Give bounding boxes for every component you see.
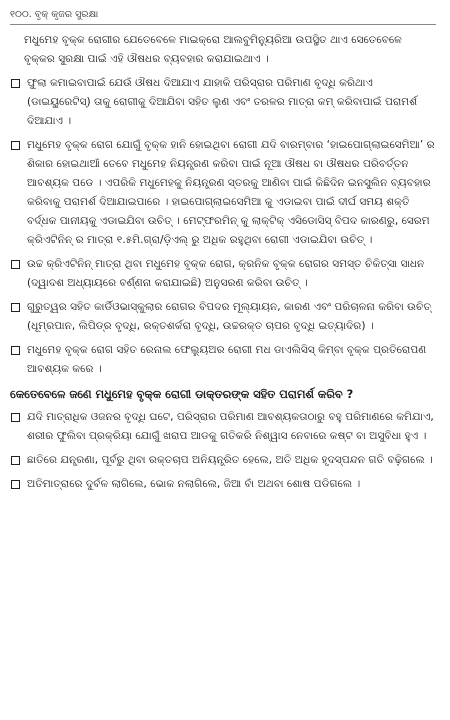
list-item-text: ଗୁରୁତ୍ୱର ସହିତ କାର୍ଡିଓଭାସ୍କୁଲାର ରୋଗର ବିପଦର ମୂଲ୍ୟାୟନ, କାରଣ ଏବଂ ପରିଚାଳନା କରିବା ଉଚିତ୍ (ଧୂମ୍ରପାନ, ଲିପିଡ୍‌ର ବୃଦ୍ଧି, ରକ୍ତଶର୍କରା ବୃଦ୍ଧି, ଉଚ୍ଚରକ୍ତ ଚାପର ବୃଦ୍ଧି ଇତ୍ୟାଦିର) । [27, 301, 432, 332]
list-item [10, 74, 436, 131]
list-item [10, 298, 436, 336]
list-item [10, 408, 436, 446]
section-heading: କେତେବେଳେ ଜଣେ ମଧୁମେହ ବୃକ୍କ ରୋଗୀ ଡାକ୍ତରଙ୍କ ସହିତ ପରାମର୍ଶ କରିବ ? [10, 387, 354, 401]
consult-list [10, 408, 436, 494]
list-item [10, 255, 436, 293]
list-item-text: ମଧୁମେହ ବୃକ୍କ ରୋଗ ଯୋଗୁଁ ବୃକ୍କ ହାନି ହୋଇଥିବା ରୋଗୀ ଯଦି ବାରମ୍ବାର ‘ହାଇପୋଗ୍ଲାଇସେମିଆ’ ର ଶିକାର ହୋଇଥାଆଁ ତେବେ ମଧୁମେହ ନିୟନ୍ତ୍ରଣ କରିବା ପାଇଁ ନୂଆ ଔଷଧ ବା ଔଷଧର ପରିବର୍ତ୍ତନ ଆବଶ୍ୟକ ପଡେ । ଏପରିକି ମଧୁମେହକୁ ନିୟନ୍ତ୍ରଣ ସ୍ତରକୁ ଆଣିବା ପାଇଁ କିଛିଦିନ ଇନସୁଲିନ ବ୍ୟବହାର କରିବାକୁ ପରାମର୍ଶ ଦିଆଯାଇପାରେ । ହାଇପୋଗ୍ଲାଇସେମିଆ କୁ ଏଡାଇବା ପାଇଁ ଦୀର୍ଘ ସମୟ ଶକ୍ତି ବର୍ଦ୍ଧକ ପାନୀୟକୁ ଏଡାଇଯିବା ଉଚିତ୍ । ମେଟ୍‌ଫରମିନ୍ କୁ ଲାକ୍ଟିକ୍ ଏସିଡୋସିସ୍ ବିପଦ କାରଣରୁ, ସେରମ କ୍ରିଏଟିନିନ୍ ର ମାତ୍ରା ୧.୫ମି.ଗ୍ରା/ଡ଼ିଏଲ୍ ରୁ ଅଧିକ ରହୁଥିବା ରୋଗୀ ଏଡାଇଯିବା ଉଚିତ୍ । [27, 139, 435, 246]
checkbox-bullet-icon [11, 346, 20, 355]
checkbox-bullet-icon [11, 79, 20, 88]
list-item [10, 451, 436, 470]
treatment-list [10, 74, 436, 379]
list-item-text: ଯଦି ମାତ୍ରାଧିକ ଓଜନର ବୃଦ୍ଧି ଘଟେ, ପରିସ୍ରାର ପରିମାଣ ଆବଶ୍ୟକତାଠାରୁ ବହୁ ପରିମାଣରେ କମିଯାଏ, ଶରୀର ଫୁଲିବା ପ୍ରକ୍ରିୟା ଯୋଗୁଁ ଖରାପ ଆଡକୁ ଗତିକରି ନିଶ୍ୱାସ ନେବାରେ କଷ୍ଟ ବା ଅସୁବିଧା ହୁଏ । [27, 411, 434, 442]
checkbox-bullet-icon [11, 456, 20, 465]
list-item-text: ଅତିମାତ୍ରାରେ ଦୁର୍ବଳ ଲାଗିଲେ, ଭୋକ ନଲାଗିଲେ, ଜିଆ ବାଁ ଅଥବା ଶୋଷ ପଡିଗଲେ । [27, 478, 361, 490]
checkbox-bullet-icon [11, 413, 20, 422]
list-item-text: ଉଚ୍ଚ କ୍ରିଏଟିନିନ୍ ମାତ୍ରା ଥିବା ମଧୁମେହ ବୃକ୍କ ରୋଗ, କ୍ରନିକ ବୃକ୍କ ରୋଗର ସମସ୍ତ ଚିକିତ୍ସା ସାଧନ (ଦ୍ୱାଦଶ ଅଧ୍ୟାୟରେ ବର୍ଣ୍ଣନା କରାଯାଇଛି) ଅନୁସରଣ କରିବା ଉଚିତ୍ । [27, 258, 425, 289]
checkbox-bullet-icon [11, 480, 20, 489]
intro-paragraph: ମଧୁମେହ ବୃକ୍କ ରୋଗୀର ଯେତେବେଳେ ମାଇକ୍ରୋ ଆଲବୁମିନ୍ୟୁରିଆ ଉପସ୍ଥିତ ଥାଏ ସେତେବେଳେ ବୃକ୍କର ସୁରକ୍ଷା ପାଇଁ ଏହି ଔଷଧର ବ୍ୟବହାର କରାଯାଇଥାଏ । [24, 34, 402, 65]
checkbox-bullet-icon [11, 303, 20, 312]
list-item [10, 136, 436, 250]
checkbox-bullet-icon [11, 260, 20, 269]
list-item-text: ଛାତିରେ ଯନ୍ତ୍ରଣା, ପୂର୍ବରୁ ଥିବା ରକ୍ତଚାପ ଅନିୟନ୍ତ୍ରିତ ହେଲେ, ଅତି ଅଧିକ ହୃଦସ୍ପନ୍ଦନ ଗତି ବଢ଼ିଗଲେ । [27, 454, 433, 466]
checkbox-bullet-icon [11, 141, 20, 150]
page-header: ୧୦୦. ବୃକ୍ କୃଜର ସୁରକ୍ଷା [10, 8, 436, 25]
list-item [10, 475, 436, 494]
list-item-text: ମଧୁମେହ ବୃକ୍କ ରୋଗ ସହିତ ରେନାଲ ଫେଲ୍ୟୁଅର ରୋଗୀ ମଧ ଡାଏଲିସିସ୍ କିମ୍ବା ବୃକ୍କ ପ୍ରତିରୋପଣ ଆବଶ୍ୟକ କରେ । [27, 344, 427, 375]
list-item-text: ଫୁଲା କମାଇବାପାଇଁ ଯେଉଁ ଔଷଧ ଦିଆଯାଏ ଯାହାକି ପରିସ୍ରାର ପରିମାଣ ବୃଦ୍ଧି କରିଥାଏ (ଡାଇୟୁରେଟିସ୍) ତାକୁ ରୋଗୀକୁ ଦିଆଯିବା ସହିତ ଲୁଣ ଏବଂ ତରଳର ମାତ୍ରା କମ୍ କରିବାପାଇଁ ପରାମର୍ଶ ଦିଆଯାଏ । [27, 77, 418, 127]
list-item [10, 341, 436, 379]
